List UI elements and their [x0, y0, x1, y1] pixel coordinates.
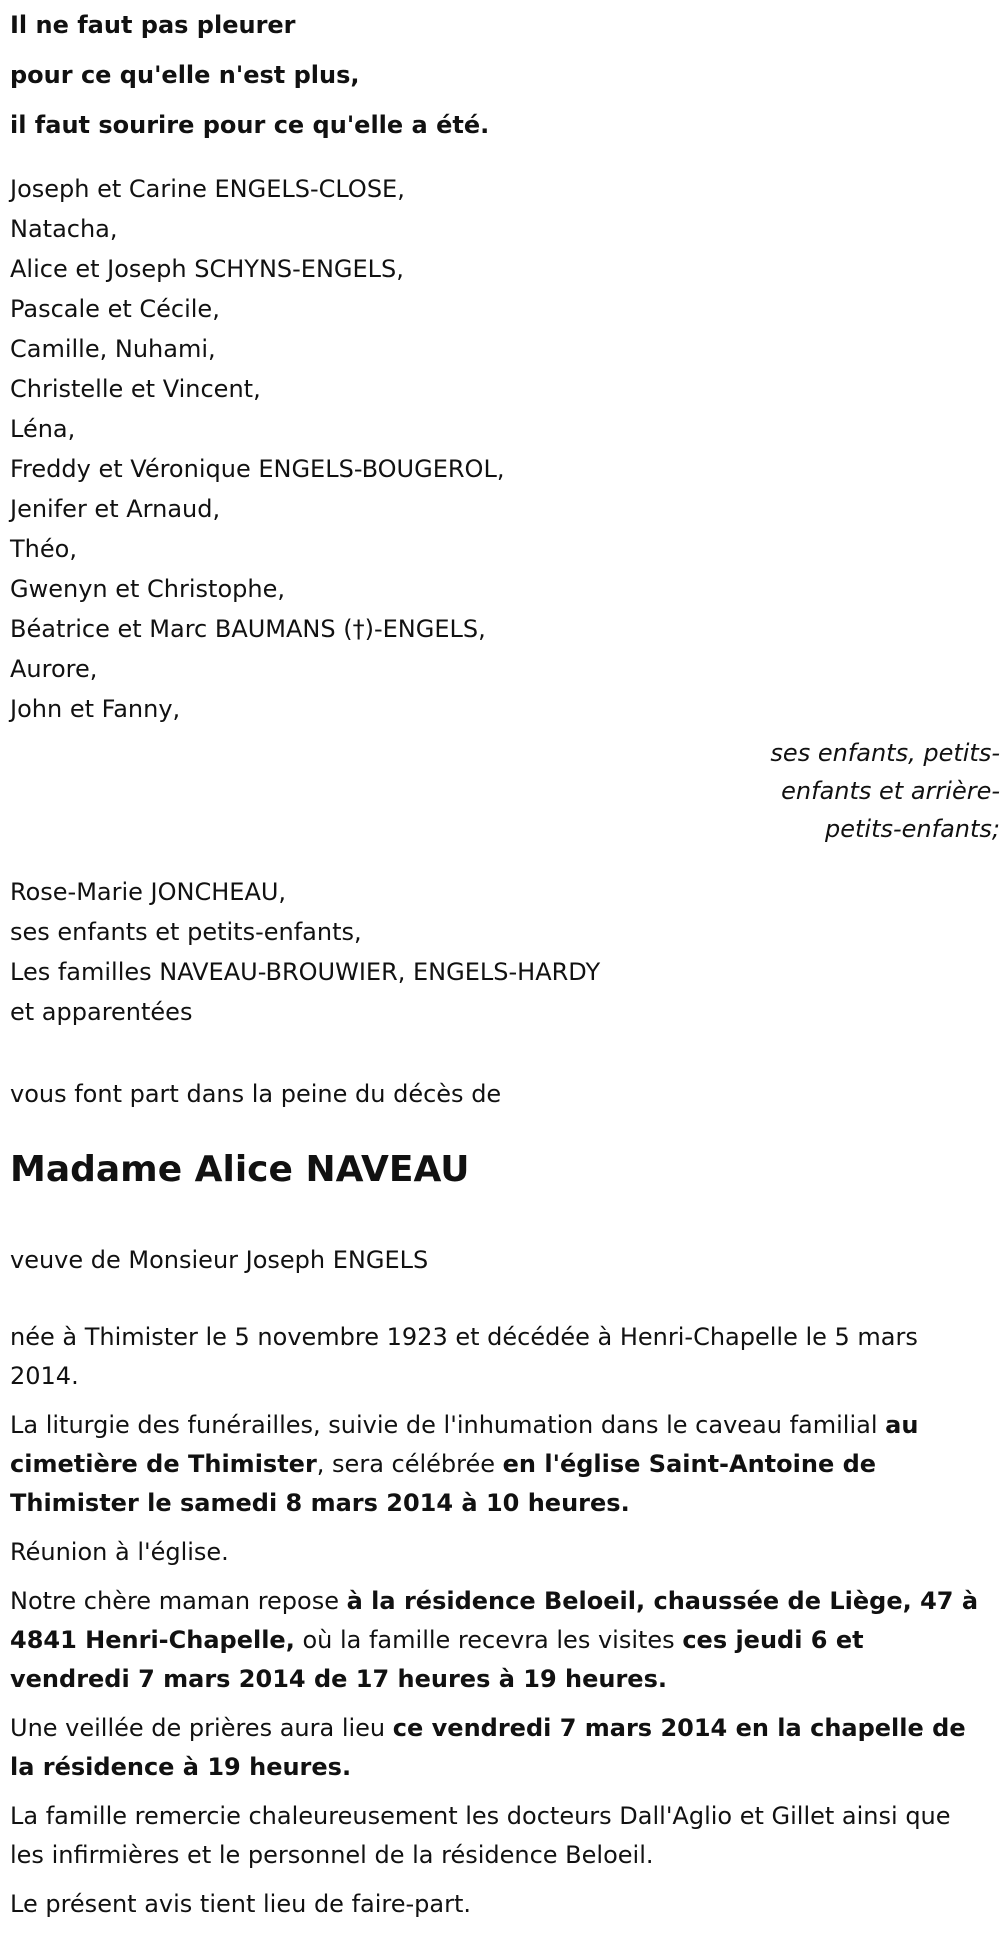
- family-member: Jenifer et Arnaud,: [10, 495, 221, 523]
- relative-line: ses enfants et petits-enfants,: [10, 918, 362, 946]
- notice-info: Le présent avis tient lieu de faire-part.: [10, 1890, 472, 1918]
- family-list: [10, 169, 1000, 729]
- family-member: Joseph et Carine ENGELS-CLOSE,: [10, 175, 405, 203]
- family-member: Gwenyn et Christophe,: [10, 575, 285, 603]
- quote-line: Il ne faut pas pleurer: [10, 11, 296, 39]
- relative-line: Rose-Marie JONCHEAU,: [10, 878, 287, 906]
- family-member: Léna,: [10, 415, 76, 443]
- deceased-name: Madame Alice NAVEAU: [10, 1149, 470, 1190]
- relative-line: et apparentées: [10, 998, 193, 1026]
- family-member: Béatrice et Marc BAUMANS (†)-ENGELS,: [10, 615, 486, 643]
- birth-death-info: née à Thimister le 5 novembre 1923 et décédée à Henri-Chapelle le 5 mars 2014.: [10, 1323, 918, 1390]
- family-signature: ses enfants, petits-enfants et arrière-petits-enfants;: [770, 739, 1000, 843]
- vigil-info: Une veillée de prières aura lieu ce vendredi 7 mars 2014 en la chapelle de la résidence à 19 heures.: [10, 1714, 966, 1781]
- family-member: Théo,: [10, 535, 77, 563]
- thanks-info: La famille remercie chaleureusement les docteurs Dall'Aglio et Gillet ainsi que les infirmières et le personnel de la résidence Beloeil.: [10, 1802, 951, 1869]
- visits-info: Notre chère maman repose à la résidence Beloeil, chaussée de Liège, 47 à 4841 Henri-Chapelle, où la famille recevra les visites ces jeudi 6 et vendredi 7 mars 2014 de 17 heures à 19 heures.: [10, 1587, 979, 1693]
- family-member: Freddy et Véronique ENGELS-BOUGEROL,: [10, 455, 505, 483]
- family-member: John et Fanny,: [10, 695, 181, 723]
- funeral-details: [10, 1318, 990, 1934]
- quote-line: il faut sourire pour ce qu'elle a été.: [10, 111, 490, 139]
- widow-of: veuve de Monsieur Joseph ENGELS: [10, 1246, 429, 1274]
- epitaph-quote: [10, 0, 1000, 150]
- family-member: Christelle et Vincent,: [10, 375, 261, 403]
- obituary-notice: [10, 0, 1000, 1918]
- relative-line: Les familles NAVEAU-BROUWIER, ENGELS-HARDY: [10, 958, 601, 986]
- family-member: Natacha,: [10, 215, 118, 243]
- other-relatives: [10, 872, 600, 1032]
- liturgy-info: La liturgie des funérailles, suivie de l'inhumation dans le caveau familial au cimetière de Thimister, sera célébrée en l'église Saint-Antoine de Thimister le samedi 8 mars 2014 à 10 heures.: [10, 1411, 919, 1517]
- family-member: Pascale et Cécile,: [10, 295, 220, 323]
- reunion-info: Réunion à l'église.: [10, 1538, 229, 1566]
- family-member: Aurore,: [10, 655, 98, 683]
- family-member: Alice et Joseph SCHYNS-ENGELS,: [10, 255, 404, 283]
- announcement: vous font part dans la peine du décès de: [10, 1080, 502, 1108]
- quote-line: pour ce qu'elle n'est plus,: [10, 61, 360, 89]
- family-member: Camille, Nuhami,: [10, 335, 216, 363]
